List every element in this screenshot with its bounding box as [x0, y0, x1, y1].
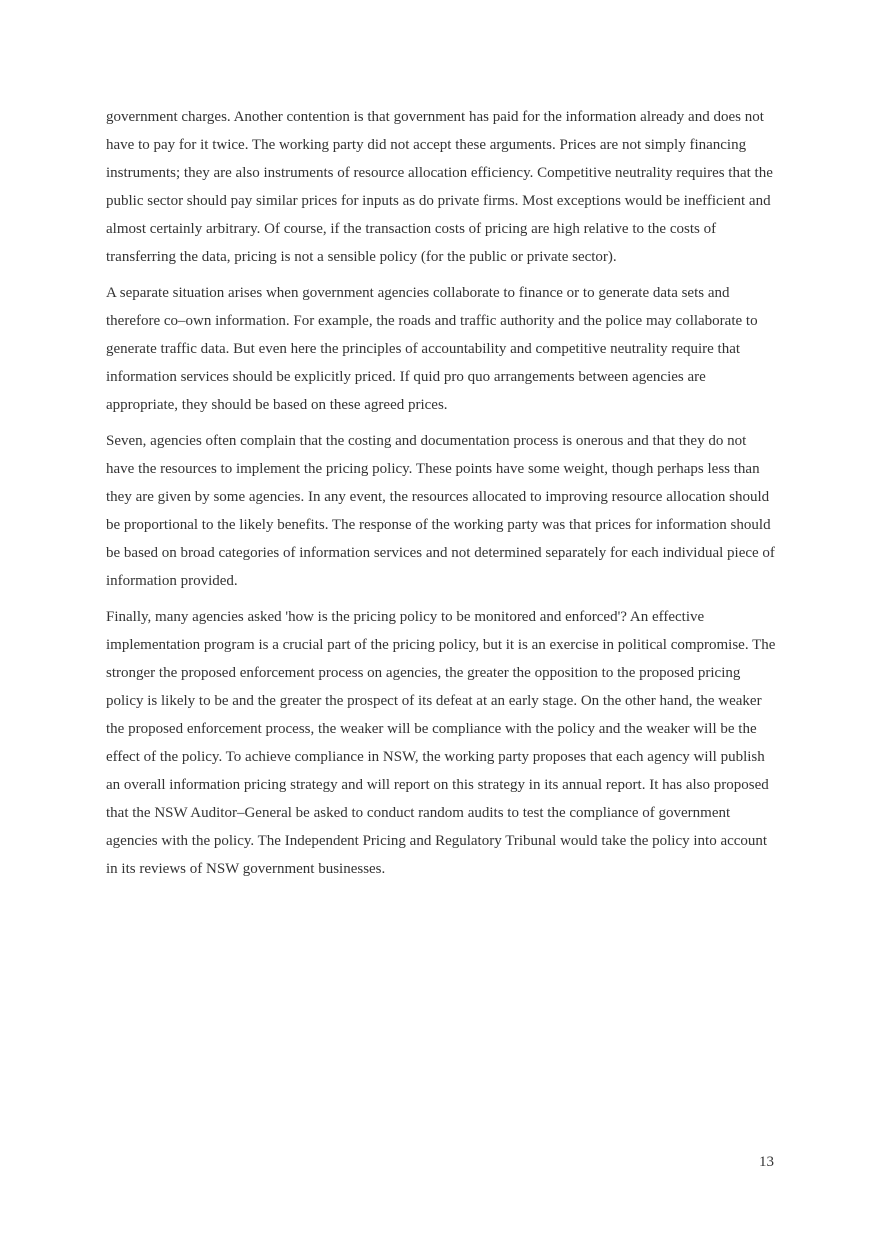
paragraph: government charges. Another contention is that government has paid for the information already and does not have to pay for it twice. The working party did not accept these arguments. Prices are not simply financing instruments; they are also instruments of resource allocation efficiency. Competitive neutrality requires that the public sector should pay similar prices for inputs as do private firms. Most exceptions would be inefficient and almost certainly arbitrary. Of course, if the transaction costs of pricing are high relative to the costs of transferring the data, pricing is not a sensible policy (for the public or private sector).	[106, 109, 773, 265]
paragraph: A separate situation arises when government agencies collaborate to finance or to generate data sets and therefore co–own information. For example, the roads and traffic authority and the police may collaborate to generate traffic data. But even here the principles of accountability and competitive neutrality require that information services should be explicitly priced. If quid pro quo arrangements between agencies are appropriate, they should be based on these agreed prices.	[106, 285, 758, 413]
paragraph: Seven, agencies often complain that the costing and documentation process is onerous and that they do not have the resources to implement the pricing policy. These points have some weight, though perhaps less than they are given by some agencies. In any event, the resources allocated to improving resource allocation should be proportional to the likely benefits. The response of the working party was that prices for information should be based on broad categories of information services and not determined separately for each individual piece of information provided.	[106, 433, 775, 589]
body-text	[106, 103, 778, 891]
page-number: 13	[759, 1154, 774, 1170]
paragraph: Finally, many agencies asked 'how is the pricing policy to be monitored and enforced'? An effective implementation program is a crucial part of the pricing policy, but it is an exercise in political compromise. The stronger the proposed enforcement process on agencies, the greater the opposition to the proposed pricing policy is likely to be and the greater the prospect of its defeat at an early stage. On the other hand, the weaker the proposed enforcement process, the weaker will be compliance with the policy and the weaker will be the effect of the policy. To achieve compliance in NSW, the working party proposes that each agency will publish an overall information pricing strategy and will report on this strategy in its annual report. It has also proposed that the NSW Auditor–General be asked to conduct random audits to test the compliance of government agencies with the policy. The Independent Pricing and Regulatory Tribunal would take the policy into account in its reviews of NSW government businesses.	[106, 609, 776, 877]
